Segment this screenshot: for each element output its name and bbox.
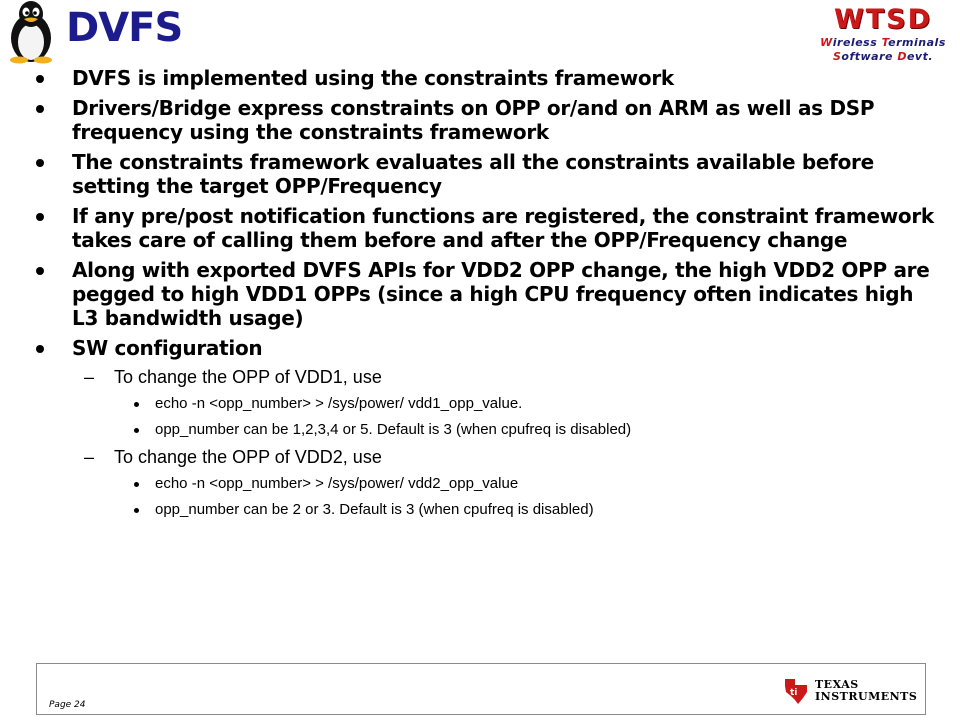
tagline-text: evt. <box>906 50 934 63</box>
texas-instruments-logo <box>783 676 918 706</box>
ti-wordmark-line1: TEXAS <box>815 678 859 691</box>
wtsd-tagline-line2 <box>818 50 948 64</box>
tux-penguin-icon <box>4 0 58 64</box>
sub-bullet-vdd2 <box>34 446 934 468</box>
wtsd-logo <box>818 4 948 74</box>
wtsd-logo-text: WTSD <box>833 4 933 35</box>
tagline-cap: S <box>832 50 842 63</box>
sub-sub-bullet: echo -n <opp_number> > /sys/power/ vdd1_opp_value. <box>34 394 934 414</box>
sub-bullet-text: To change the OPP of VDD1, use <box>114 367 382 387</box>
page-number: Page 24 <box>49 700 86 710</box>
bullet-item: The constraints framework evaluates all the constraints available before setting the target OPP/Frequency <box>34 150 934 198</box>
slide-body <box>34 66 934 526</box>
slide-title: DVFS <box>66 5 183 51</box>
ti-wordmark-line2: INSTRUMENTS <box>815 690 918 703</box>
dash-marker: – <box>84 447 95 467</box>
bullet-item: Along with exported DVFS APIs for VDD2 OPP change, the high VDD2 OPP are pegged to high VDD1 OPPs (since a high CPU frequency often indicates high L3 bandwidth usage) <box>34 258 934 330</box>
tagline-cap: T <box>881 36 889 49</box>
sub-bullet-vdd1 <box>34 366 934 388</box>
tagline-cap: D <box>897 50 907 63</box>
sub-sub-bullet: opp_number can be 1,2,3,4 or 5. Default is 3 (when cpufreq is disabled) <box>34 420 934 440</box>
svg-text:ti: ti <box>790 688 798 698</box>
sub-sub-bullet: echo -n <opp_number> > /sys/power/ vdd2_opp_value <box>34 474 934 494</box>
dash-marker: – <box>84 367 95 387</box>
slide-footer <box>36 663 926 715</box>
tagline-text: oftware <box>841 50 898 63</box>
bullet-item: SW configuration <box>34 336 934 360</box>
bullet-item: DVFS is implemented using the constraints framework <box>34 66 934 90</box>
tagline-text: erminals <box>888 36 946 49</box>
sub-sub-bullet: opp_number can be 2 or 3. Default is 3 (when cpufreq is disabled) <box>34 500 934 520</box>
wtsd-tagline-line1 <box>818 36 948 50</box>
sub-bullet-text: To change the OPP of VDD2, use <box>114 447 382 467</box>
bullet-item: Drivers/Bridge express constraints on OPP or/and on ARM as well as DSP frequency using the constraints framework <box>34 96 934 144</box>
ti-wordmark <box>815 679 917 703</box>
bullet-item: If any pre/post notification functions are registered, the constraint framework takes care of calling them before and after the OPP/Frequency change <box>34 204 934 252</box>
ti-state-icon <box>783 676 809 706</box>
tagline-cap: W <box>820 36 833 49</box>
tagline-text: ireless <box>832 36 882 49</box>
